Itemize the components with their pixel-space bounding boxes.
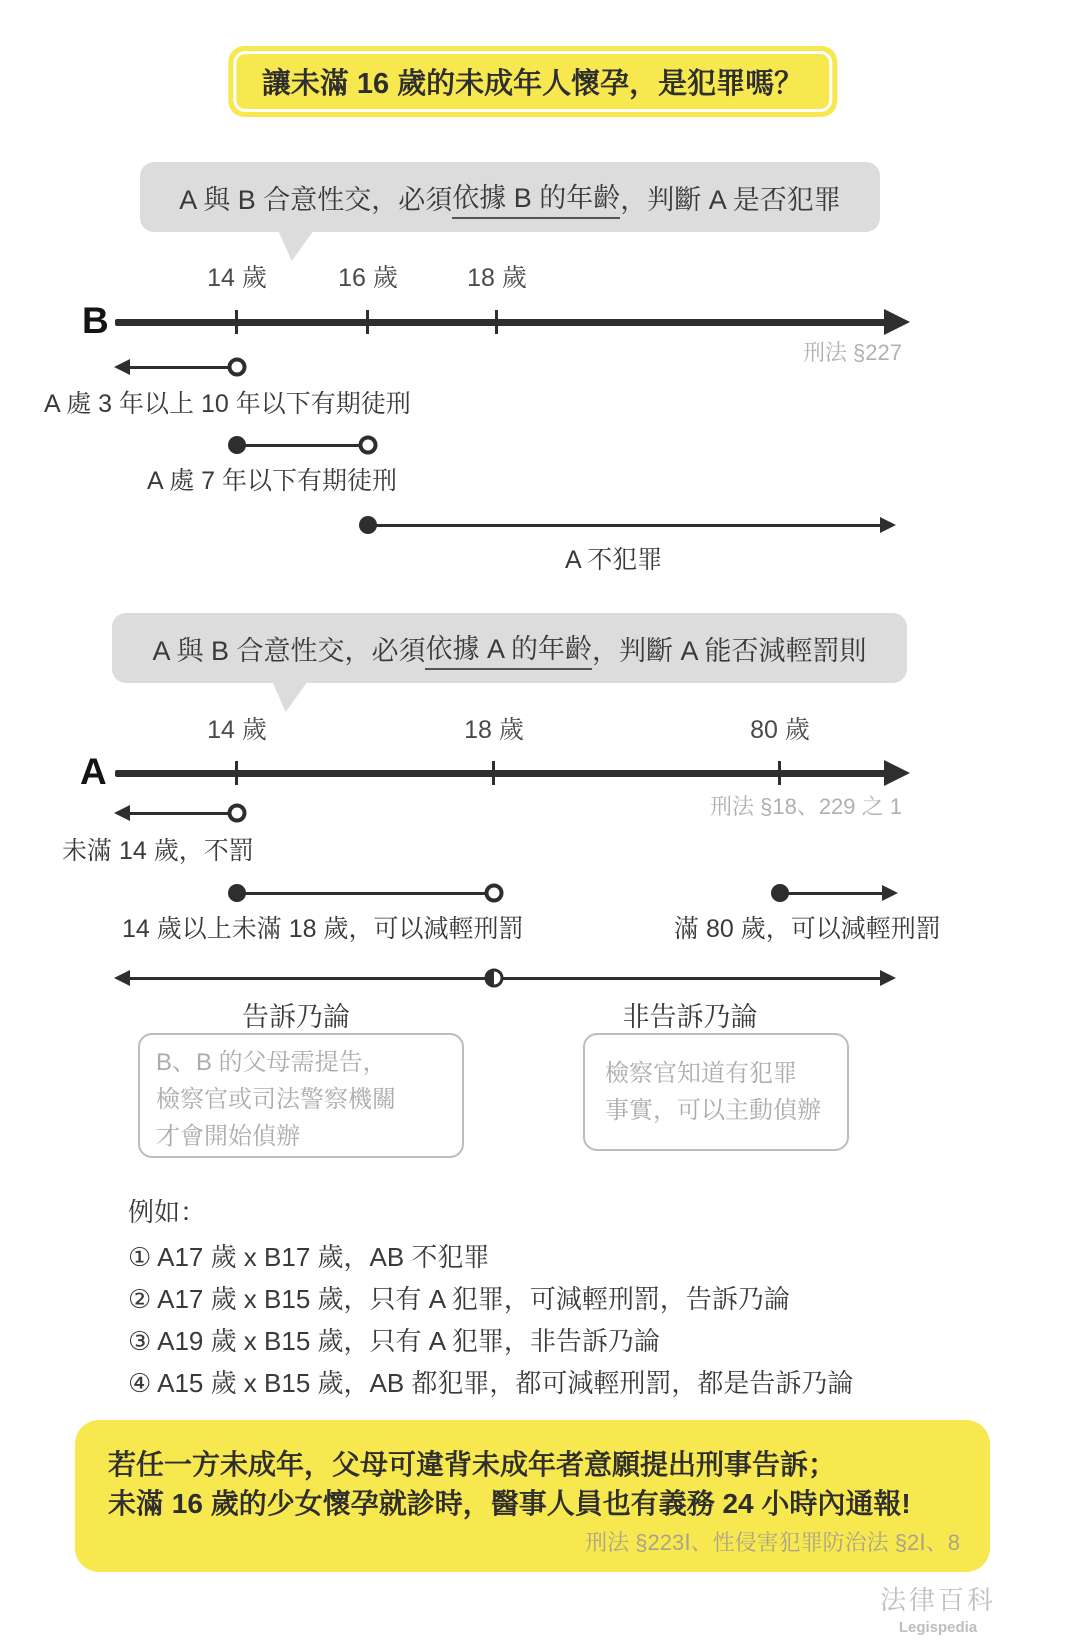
brand-logo: [876, 1580, 1000, 1636]
timeline-b-tick-label-14: 14 歲: [207, 264, 267, 292]
timeline-b-tick-16: [366, 310, 369, 334]
timeline-b-tick-14: [235, 310, 238, 334]
prosecution-arrow-line: [126, 977, 882, 980]
right-note-line: 檢察官知道有犯罪: [605, 1060, 797, 1087]
prosecution-right-label: 非告訴乃論: [622, 1002, 758, 1032]
segment-b1-open-endpoint: [228, 358, 247, 377]
segment-a3-label: 滿 80 歲，可以減輕刑罰: [674, 915, 941, 943]
timeline-a-tick-label-18: 18 歲: [464, 716, 524, 744]
speech-bubble-b: [140, 162, 880, 232]
segment-a2-label: 14 歲以上未滿 18 歲，可以減輕刑罰: [122, 915, 524, 943]
segment-b1-label: A 處 3 年以上 10 年以下有期徒刑: [44, 390, 411, 418]
bubble-b-text-pre: A 與 B 合意性交，必須: [179, 184, 453, 215]
prosecution-left-label: 告訴乃論: [242, 1002, 350, 1032]
timeline-a-axis-letter: A: [80, 751, 107, 792]
bubble-a-text-post: ，判斷 A 能否減輕罰則: [592, 635, 867, 666]
left-note-line: 才會開始偵辦: [156, 1123, 300, 1150]
timeline-b-tick-18: [495, 310, 498, 334]
segment-b2-open-endpoint: [359, 436, 378, 455]
timeline-b-axis-letter: B: [82, 300, 109, 341]
example-item-4: ④ A15 歲 x B15 歲，AB 都犯罪，都可減輕刑罰，都是告訴乃論: [128, 1368, 854, 1398]
bubble-b-text-post: ，判斷 A 是否犯罪: [620, 184, 841, 215]
prosecution-left-note-box: [138, 1033, 464, 1158]
bubble-b-tail: [278, 230, 314, 261]
segment-a2-open-endpoint: [485, 884, 504, 903]
segment-a1-label: 未滿 14 歲，不罰: [62, 837, 254, 865]
timeline-b-line: [115, 319, 887, 326]
bubble-a-tail: [272, 681, 308, 712]
timeline-b-citation: 刑法 §227: [802, 340, 902, 365]
right-note-line: 事實，可以主動偵辦: [605, 1097, 821, 1124]
examples-heading: 例如：: [128, 1197, 207, 1227]
timeline-b-tick-label-18: 18 歲: [467, 264, 527, 292]
timeline-a-line: [115, 770, 887, 777]
notice-citation: 刑法 §223Ⅰ、性侵害犯罪防治法 §2Ⅰ、8: [585, 1530, 960, 1555]
segment-b3-right-arrow-icon: [880, 517, 896, 533]
segment-b1-line: [126, 366, 237, 369]
segment-a1-open-endpoint: [228, 804, 247, 823]
segment-a1-line: [126, 812, 237, 815]
segment-a3-right-arrow-icon: [882, 885, 898, 901]
timeline-b-arrowhead-icon: [884, 309, 910, 335]
page-title: 讓未滿 16 歲的未成年人懷孕，是犯罪嗎？: [233, 51, 832, 112]
timeline-a-tick-label-80: 80 歲: [750, 716, 810, 744]
speech-bubble-a: [112, 613, 907, 683]
bubble-a-text-pre: A 與 B 合意性交，必須: [152, 635, 426, 666]
notice-line-1: 若任一方未成年，父母可違背未成年者意願提出刑事告訴；: [108, 1449, 837, 1480]
segment-a3-line: [787, 892, 882, 895]
prosecution-arrow-right-icon: [880, 970, 896, 986]
notice-box: [75, 1420, 990, 1572]
segment-b2-label: A 處 7 年以下有期徒刑: [147, 467, 398, 495]
brand-name: 法律百科: [879, 1585, 996, 1615]
segment-a2-line: [244, 892, 488, 895]
title-box: [228, 46, 837, 117]
left-note-line: B、B 的父母需提告，: [156, 1049, 387, 1076]
timeline-a-arrowhead-icon: [884, 760, 910, 786]
timeline-a-tick-label-14: 14 歲: [207, 716, 267, 744]
timeline-a-citation: 刑法 §18、229 之 1: [710, 794, 902, 819]
segment-b3-line: [375, 524, 880, 527]
prosecution-divider-half-circle: [485, 969, 504, 988]
timeline-b-tick-label-16: 16 歲: [338, 264, 398, 292]
example-item-2: ② A17 歲 x B15 歲，只有 A 犯罪，可減輕刑罰，告訴乃論: [128, 1284, 790, 1314]
prosecution-right-note-box: [583, 1033, 849, 1151]
segment-b3-label: A 不犯罪: [565, 546, 663, 574]
left-note-line: 檢察官或司法警察機關: [156, 1086, 396, 1113]
notice-line-2: 未滿 16 歲的少女懷孕就診時，醫事人員也有義務 24 小時內通報!: [108, 1488, 911, 1519]
bubble-b-text-underlined: 依據 B 的年齡: [452, 176, 620, 219]
example-item-1: ① A17 歲 x B17 歲，AB 不犯罪: [128, 1242, 490, 1272]
timeline-a-tick-80: [778, 761, 781, 785]
timeline-a-tick-14: [235, 761, 238, 785]
segment-b2-line: [244, 444, 362, 447]
brand-subtitle: Legispedia: [898, 1619, 978, 1636]
example-item-3: ③ A19 歲 x B15 歲，只有 A 犯罪，非告訴乃論: [128, 1326, 660, 1356]
bubble-a-text-underlined: 依據 A 的年齡: [425, 627, 592, 670]
timeline-a-tick-18: [492, 761, 495, 785]
